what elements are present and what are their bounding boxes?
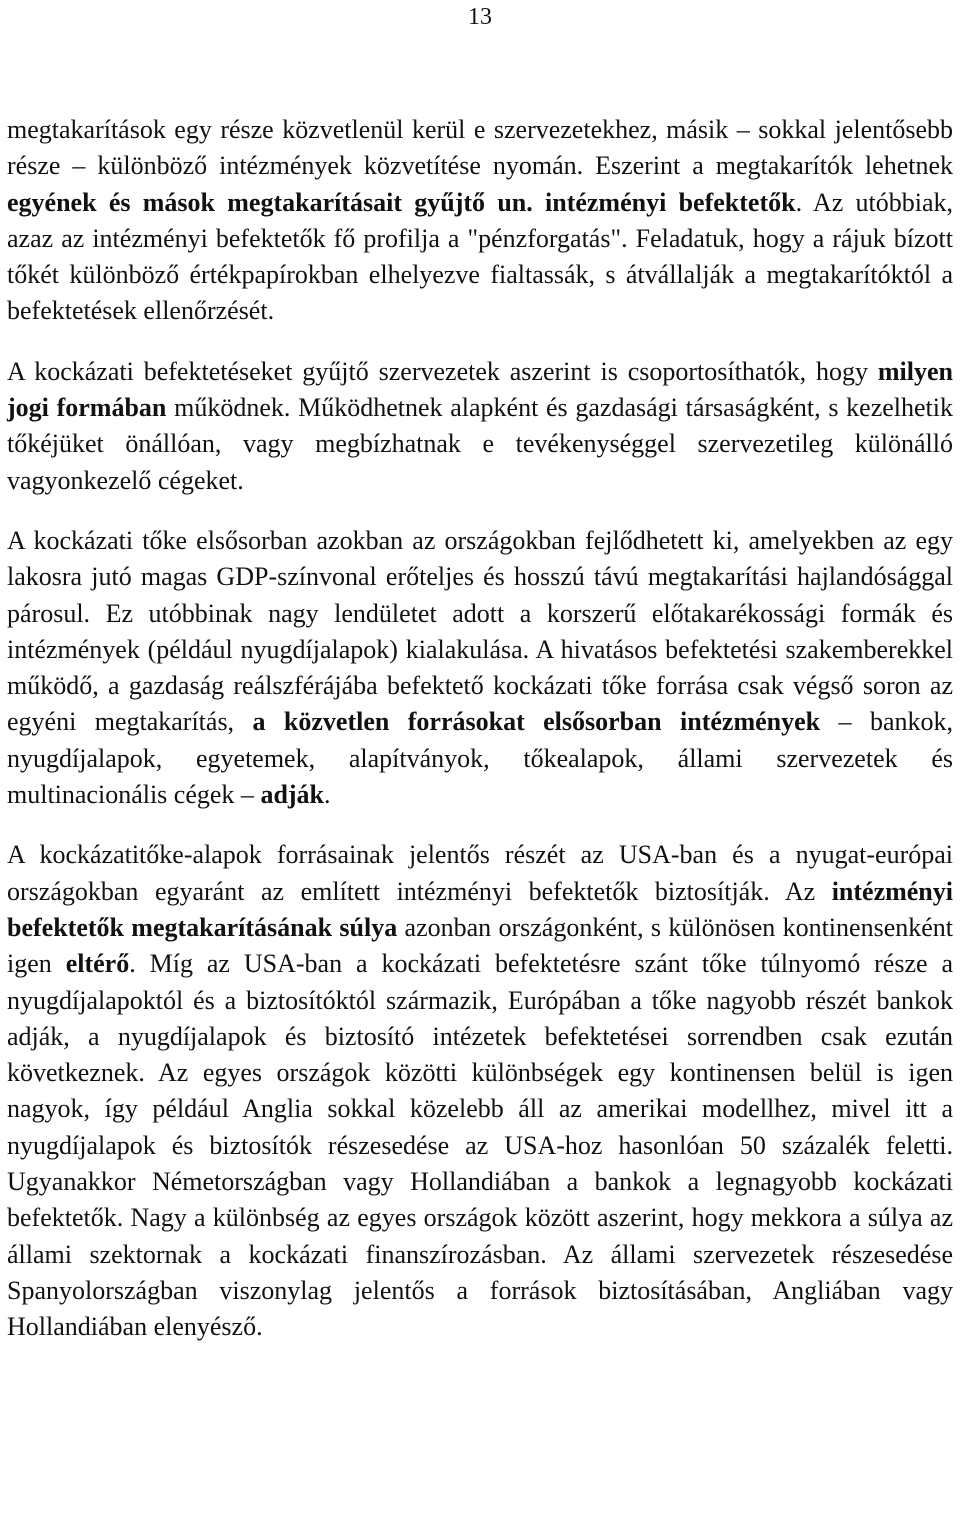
page-number: 13 [468, 4, 492, 30]
text-run: – bankok, nyugdíjalapok, egyetemek, alapítványok, tőkealapok, állami szervezetek és multinacionális cégek – [7, 707, 953, 810]
bold-text: milyen jogi formában [7, 356, 953, 423]
bold-text: intézményi befektetők megtakarításának súlya [7, 876, 953, 942]
bold-text: a közvetlen forrásokat elsősorban intézmények [252, 707, 821, 737]
document-body [7, 112, 953, 1370]
paragraph [7, 523, 953, 813]
text-run: A kockázati befektetéseket gyűjtő szervezetek aszerint is csoportosíthatók, hogy [7, 356, 878, 386]
text-run: . [324, 780, 331, 810]
paragraph [7, 354, 953, 499]
text-run: . Az utóbbiak, azaz az intézményi befektetők fő profilja a "pénzforgatás". Feladatuk, hogy a rájuk bízott tőkét különböző értékpapírokban elhelyezve fialtassák, s átvállalják a megtakarítóktól a befektetések ellenőrzését. [7, 187, 953, 326]
text-run: azonban országonként, s különösen kontinensenként igen [7, 912, 953, 979]
paragraph [7, 837, 953, 1345]
text-run: megtakarítások egy része közvetlenül kerül e szervezetekhez, másik – sokkal jelentősebb része – különböző intézmények közvetítése nyomán. Eszerint a megtakarítók lehetnek [7, 115, 953, 181]
bold-text: adják [260, 780, 325, 810]
text-run: . Míg az USA-ban a kockázati befektetésre szánt tőke túlnyomó része a nyugdíjalapoktól és a biztosítóktól származik, Európában a tőke nagyobb részét bankok adják, a nyugdíjalapok és biztosító intézetek befektetései sorrendben csak ezután következnek. Az egyes országok közötti különbségek egy kontinensen belül is igen nagyok, így például Anglia sokkal közelebb áll az amerikai modellhez, mivel itt a nyugdíjalapok és biztosítók részesedése az USA-hoz hasonlóan 50 százalék feletti. Ugyanakkor Németországban vagy Hollandiában a bankok a legnagyobb kockázati befektetők. Nagy a különbség az egyes országok között aszerint, hogy mekkora a súlya az állami szektornak a kockázati finanszírozásban. Az állami szervezetek részesedése Spanyolországban viszonylag jelentős a források biztosításában, Angliában vagy Hollandiában elenyésző. [7, 949, 953, 1342]
text-run: A kockázatitőke-alapok forrásainak jelentős részét az USA-ban és a nyugat-európai országokban egyaránt az említett intézményi befektetők biztosítják. Az [7, 840, 953, 906]
bold-text: eltérő [65, 949, 130, 979]
bold-text: egyének és mások megtakarításait gyűjtő un. intézményi befektetők [7, 187, 796, 217]
text-run: működnek. Működhetnek alapként és gazdasági társaságként, s kezelhetik tőkéjüket önállóan, vagy megbízhatnak e tevékenységgel szervezetileg különálló vagyonkezelő cégeket. [7, 393, 953, 495]
paragraph [7, 112, 953, 330]
text-run: A kockázati tőke elsősorban azokban az országokban fejlődhetett ki, amelyekben az egy lakosra jutó magas GDP-színvonal erőteljes és hosszú távú megtakarítási hajlandósággal párosul. Ez utóbbinak nagy lendületet adott a korszerű előtakarékossági formák és intézmények (például nyugdíjalapok) kialakulása. A hivatásos befektetési szakemberekkel működő, a gazdaság reálszférájába befektető kockázati tőke forrása csak végső soron az egyéni megtakarítás, [7, 525, 953, 737]
